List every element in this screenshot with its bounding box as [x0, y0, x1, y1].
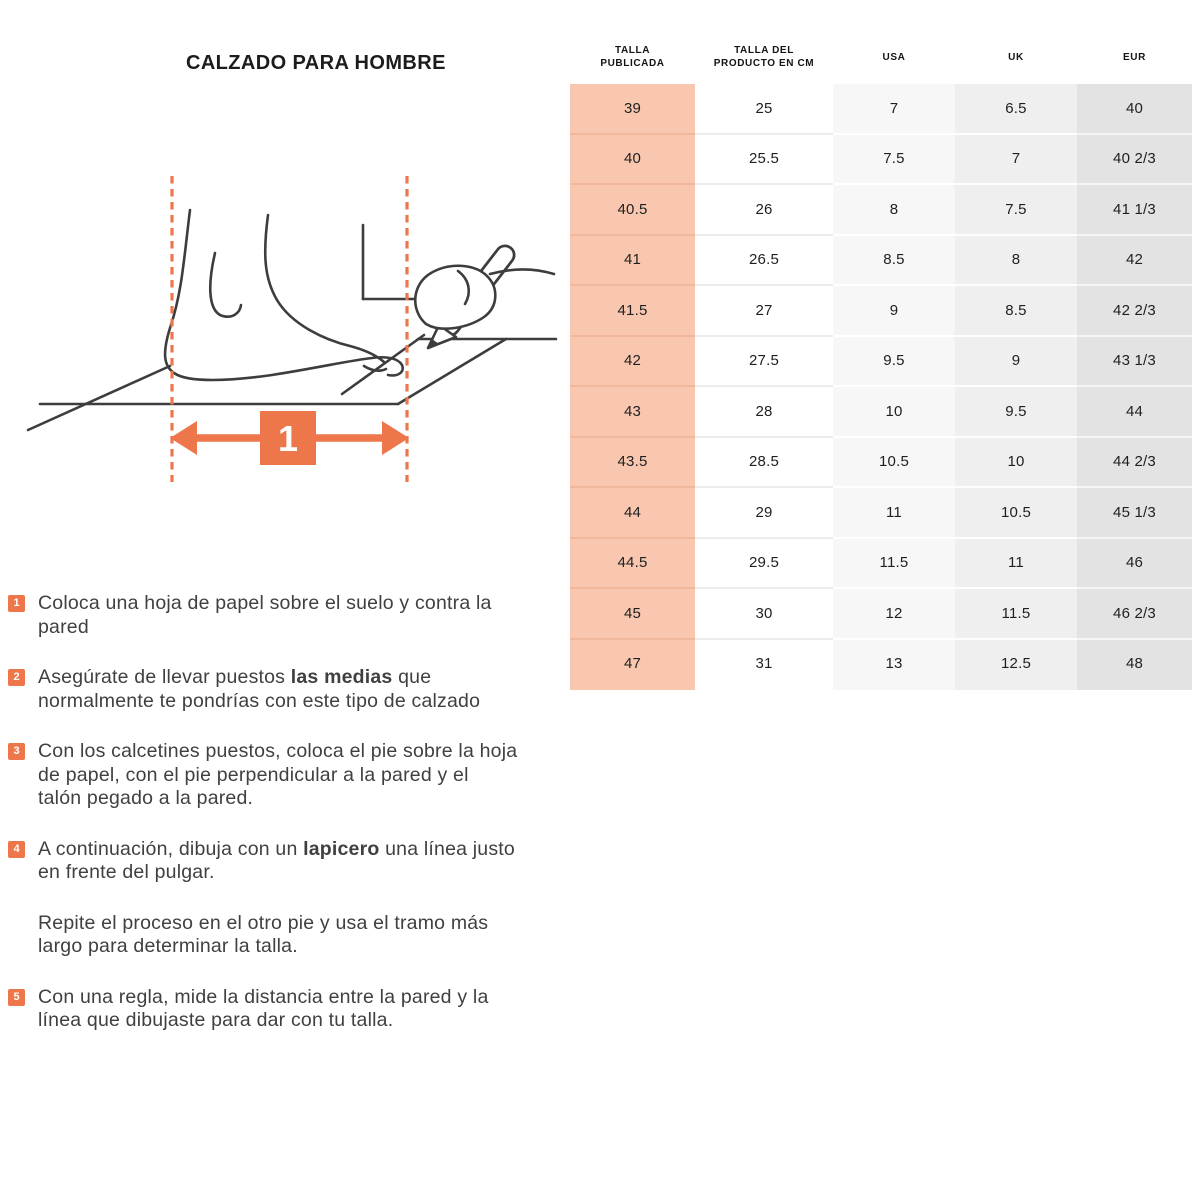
table-cell: 6.5: [955, 84, 1077, 135]
table-cell: 28.5: [695, 438, 833, 489]
table-cell: 10.5: [833, 438, 955, 489]
fist: [415, 266, 495, 329]
instruction-text-segment: una línea justo: [379, 837, 515, 860]
table-cell: 26: [695, 185, 833, 236]
table-row: [570, 539, 1192, 590]
column-header: TALLA DEL PRODUCTO EN CM: [713, 45, 815, 69]
table-header-row: [570, 30, 1192, 84]
instruction-text-segment: Con una regla, mide la distancia entre la pared y la: [38, 985, 489, 1008]
table-row: [570, 387, 1192, 438]
instruction-text-segment: lapicero: [303, 837, 380, 860]
table-row: [570, 589, 1192, 640]
table-cell: 28: [695, 387, 833, 438]
table-cell: 42: [570, 337, 695, 388]
table-cell: 48: [1077, 640, 1192, 691]
instruction-text-segment: Coloca una hoja de papel sobre el suelo y contra la: [38, 592, 492, 614]
table-cell: 9.5: [955, 387, 1077, 438]
table-row: [570, 337, 1192, 388]
table-cell: 43: [570, 387, 695, 438]
table-row: [570, 84, 1192, 135]
table-cell: 11.5: [833, 539, 955, 590]
table-cell: 41 1/3: [1077, 185, 1192, 236]
hand-with-pencil: [415, 255, 554, 348]
instruction-step: [8, 912, 568, 959]
table-cell: 25.5: [695, 135, 833, 186]
instruction-text-segment: normalmente te pondrías con este tipo de calzado: [38, 689, 481, 712]
table-cell: 26.5: [695, 236, 833, 287]
table-cell: 31: [695, 640, 833, 691]
instruction-step: [8, 740, 568, 811]
table-cell: 10.5: [955, 488, 1077, 539]
table-cell: 9: [955, 337, 1077, 388]
step-number-badge: 1: [8, 595, 25, 612]
table-cell: 11: [955, 539, 1077, 590]
table-row: [570, 286, 1192, 337]
step-number-badge: 2: [8, 669, 25, 686]
table-cell: 40.5: [570, 185, 695, 236]
table-cell: 10: [955, 438, 1077, 489]
step-number-badge: 5: [8, 989, 25, 1006]
instruction-text-segment: las medias: [290, 666, 393, 688]
table-cell: 47: [570, 640, 695, 691]
step-number-badge: 3: [8, 743, 25, 760]
table-cell: 44.5: [570, 539, 695, 590]
table-cell: 44: [1077, 387, 1192, 438]
foot-measurement-illustration: [20, 158, 560, 503]
table-cell: 9: [833, 286, 955, 337]
instruction-step: [8, 986, 568, 1033]
column-header: USA: [882, 51, 906, 63]
measure-step-label: 1: [277, 418, 299, 459]
instruction-text: [38, 912, 488, 959]
measure-arrow: [170, 411, 409, 465]
arrowhead-right: [382, 421, 409, 455]
instruction-text-segment: en frente del pulgar.: [38, 861, 215, 883]
instruction-step: [8, 666, 568, 713]
column-header: EUR: [1123, 51, 1146, 63]
table-cell: 27: [695, 286, 833, 337]
table-cell: 41.5: [570, 286, 695, 337]
instruction-text-segment: A continuación, dibuja con un: [38, 837, 304, 860]
instruction-text: [38, 838, 515, 885]
step-number-spacer: [8, 915, 25, 932]
column-header: TALLA PUBLICADA: [600, 45, 665, 69]
foot-outline: [165, 210, 403, 380]
table-cell: 10: [833, 387, 955, 438]
table-cell: 7.5: [955, 185, 1077, 236]
table-cell: 7: [955, 135, 1077, 186]
table-cell: 25: [695, 84, 833, 135]
instruction-text-segment: Con los calcetines puestos, coloca el pie sobre la hoja: [38, 740, 518, 762]
table-row: [570, 236, 1192, 287]
instruction-text: [38, 986, 489, 1033]
table-cell: 12.5: [955, 640, 1077, 691]
table-cell: 29: [695, 488, 833, 539]
instruction-text-segment: largo para determinar la talla.: [38, 935, 298, 957]
table-cell: 8.5: [833, 236, 955, 287]
size-table-body: [570, 84, 1192, 690]
table-cell: 11.5: [955, 589, 1077, 640]
instruction-text-segment: que: [392, 666, 432, 688]
column-header: UK: [1008, 51, 1024, 63]
table-cell: 13: [833, 640, 955, 691]
table-cell: 30: [695, 589, 833, 640]
table-cell: 7: [833, 84, 955, 135]
table-cell: 46 2/3: [1077, 589, 1192, 640]
table-cell: 41: [570, 236, 695, 287]
table-cell: 43 1/3: [1077, 337, 1192, 388]
table-cell: 40: [1077, 84, 1192, 135]
arrowhead-left: [170, 421, 197, 455]
instruction-step: [8, 838, 568, 885]
table-cell: 43.5: [570, 438, 695, 489]
table-cell: 9.5: [833, 337, 955, 388]
table-cell: 12: [833, 589, 955, 640]
table-cell: 42 2/3: [1077, 286, 1192, 337]
table-cell: 11: [833, 488, 955, 539]
instruction-text-segment: talón pegado a la pared.: [38, 787, 254, 809]
table-cell: 40: [570, 135, 695, 186]
table-cell: 45 1/3: [1077, 488, 1192, 539]
table-cell: 29.5: [695, 539, 833, 590]
table-cell: 42: [1077, 236, 1192, 287]
table-cell: 46: [1077, 539, 1192, 590]
size-table: [570, 30, 1192, 690]
table-cell: 44: [570, 488, 695, 539]
instruction-text: [38, 592, 492, 639]
instruction-text-segment: Repite el proceso en el otro pie y usa el tramo más: [38, 911, 489, 934]
page-title: CALZADO PARA HOMBRE: [186, 52, 446, 74]
instruction-text: [38, 740, 517, 811]
step-number-badge: 4: [8, 841, 25, 858]
table-row: [570, 185, 1192, 236]
table-cell: 44 2/3: [1077, 438, 1192, 489]
table-cell: 40 2/3: [1077, 135, 1192, 186]
instruction-text-segment: de papel, con el pie perpendicular a la pared y el: [38, 763, 469, 786]
table-cell: 27.5: [695, 337, 833, 388]
table-cell: 8: [833, 185, 955, 236]
instruction-text: [38, 666, 480, 713]
table-cell: 7.5: [833, 135, 955, 186]
table-cell: 45: [570, 589, 695, 640]
instruction-step: [8, 592, 568, 639]
instruction-text-segment: Asegúrate de llevar puestos: [38, 666, 291, 688]
instruction-text-segment: línea que dibujaste para dar con tu talla.: [38, 1009, 394, 1031]
table-row: [570, 488, 1192, 539]
table-cell: 39: [570, 84, 695, 135]
table-cell: 8.5: [955, 286, 1077, 337]
table-cell: 8: [955, 236, 1077, 287]
table-row: [570, 640, 1192, 691]
table-row: [570, 438, 1192, 489]
instruction-text-segment: pared: [38, 615, 89, 638]
table-row: [570, 135, 1192, 186]
instructions-list: [8, 592, 568, 1060]
